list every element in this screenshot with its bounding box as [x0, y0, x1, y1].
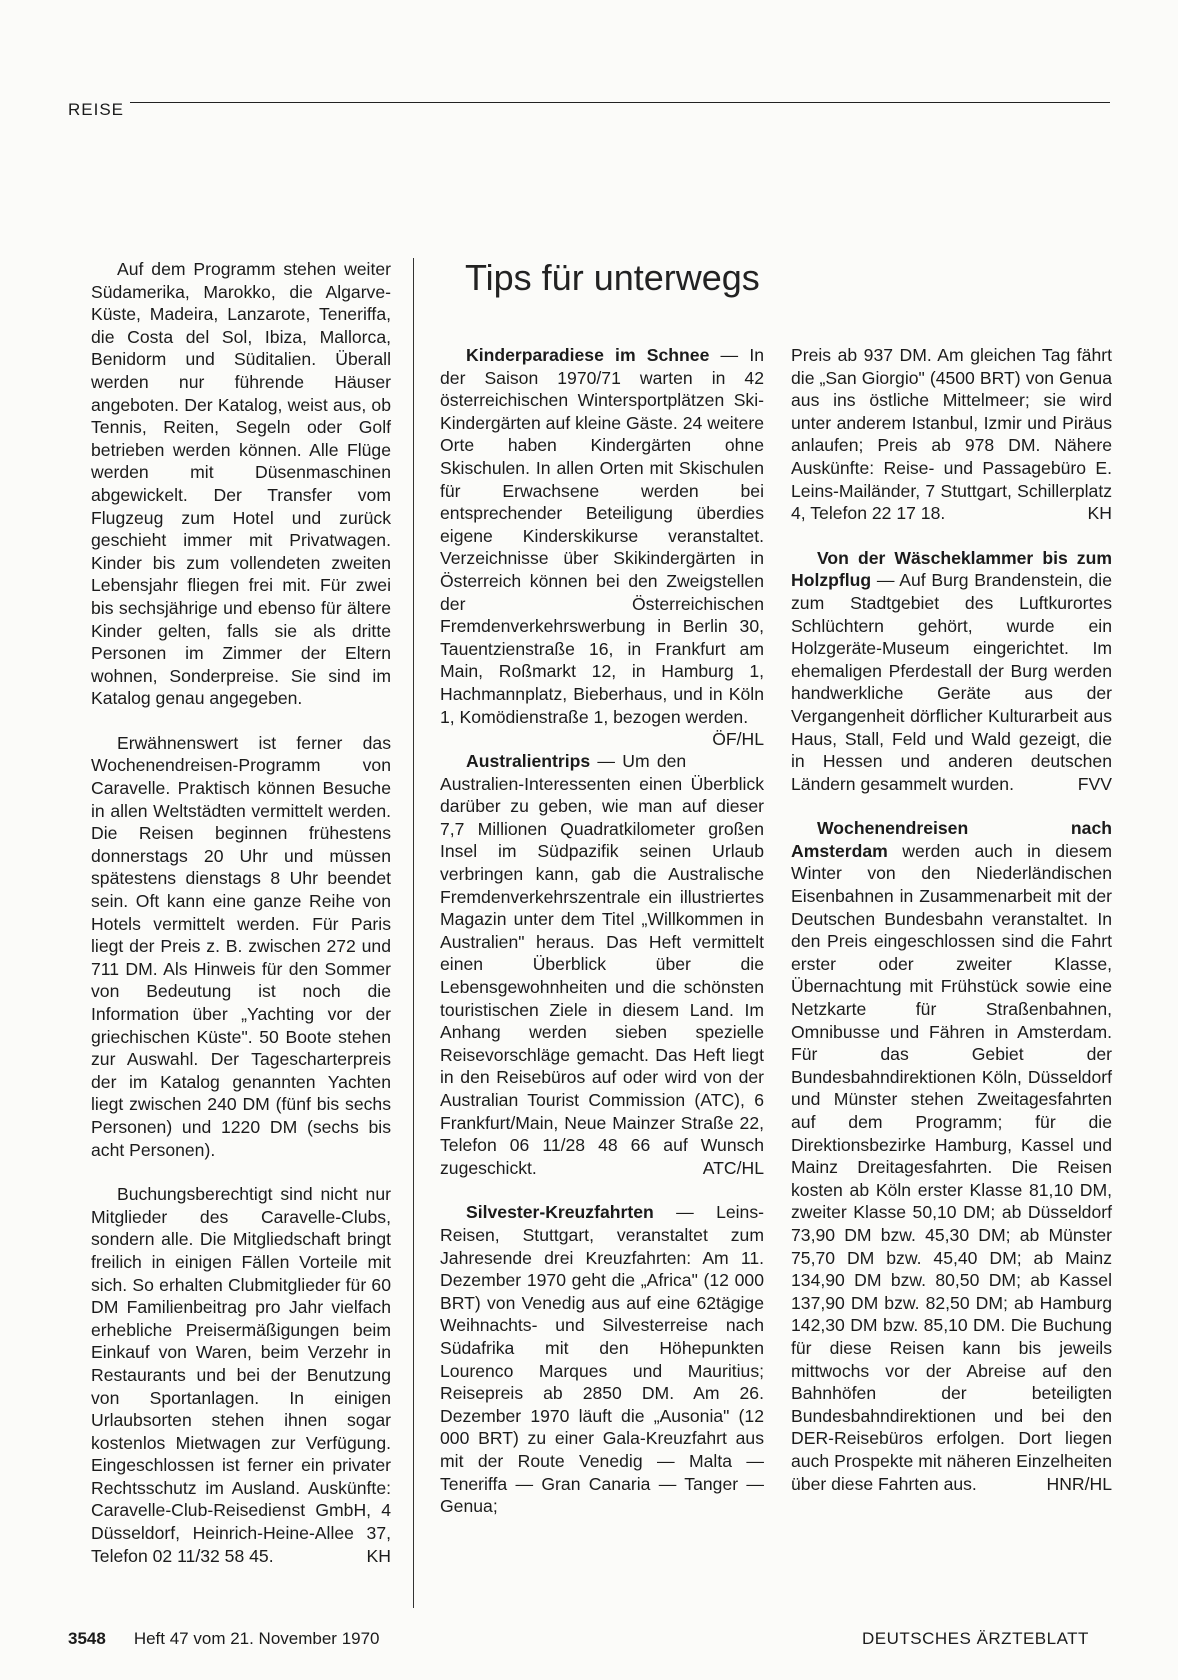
item-text: Leins-Reisen, Stuttgart, veranstaltet zum Jahresende drei Kreuzfahrten: Am 11. Dezember 1970 geht die „Africa" (12 000 BRT) von Venedig aus auf eine 62tägige Weihnachts- und Silvesterreise nach Südafrika mit den Höhepunkten Lourenco Marques und Mauritius; Reisepreis ab 2850 DM. Am 26. Dezember 1970 läuft die „Ausonia" (12 000 BRT) zu einer Gala-Kreuzfahrt aus mit der Route Venedig — Malta — Teneriffa — Gran Canaria — Tanger — Genua;: [440, 1202, 764, 1517]
journal-name: DEUTSCHES ÄRZTEBLATT: [862, 1629, 1089, 1648]
author-sign: KH: [366, 1545, 391, 1566]
author-sign: ÖF/HL: [712, 729, 764, 750]
column-2: [440, 344, 764, 1518]
item-heading: Australientrips: [466, 751, 591, 772]
author-sign: ATC/HL: [702, 1157, 764, 1178]
item-text: werden auch in diesem Winter von den Niederländischen Eisenbahnen in Zusammenarbeit mit der Deutschen Bundesbahn veranstaltet. In den Preis eingeschlossen sind die Fahrt erster oder zweiter Klasse, Übernachtung mit Frühstück sowie eine Netzkarte für Straßenbahnen, Omnibusse und Fähren in Amsterdam. Für das Gebiet der Bundesbahndirektionen Köln, Düsseldorf und Münster stehen Zweitagesfahrten auf dem Programm; für die Direktionsbezirke Hamburg, Kassel und Mainz Dreitagesfahrten. Die Reisen kosten ab Köln erster Klasse 81,10 DM, zweiter Klasse 50,10 DM; ab Düsseldorf 73,90 DM bzw. 45,30 DM; ab Münster 75,70 DM bzw. 45,40 DM; ab Mainz 134,90 DM bzw. 80,50 DM; ab Kassel 137,90 DM bzw. 82,50 DM; ab Hamburg 142,30 DM bzw. 85,10 DM. Die Buchung für diese Reisen kann bis jeweils mittwochs vor der Abreise auf den Bahnhöfen der beteiligten Bundesbahndirektionen und bei den DER-Reisebüros erfolgen. Dort liegen auch Prospekte mit näheren Einzelheiten über diese Fahrten aus.: [791, 840, 1112, 1494]
paragraph: Erwähnenswert ist ferner das Wochenendreisen-Programm von Caravelle. Praktisch können Besuche in allen Weltstädten vermittelt werden. Die Reisen beginnen frühestens donnerstags 20 Uhr und müssen spätestens dienstags 8 Uhr beendet sein. Oft kann eine ganze Reihe von Hotels vermittelt werden. Für Paris liegt der Preis z. B. zwischen 272 und 711 DM. Als Hinweis für den Sommer von Bedeutung ist noch die Information über „Yachting vor der griechischen Küste". 50 Boote stehen zur Auswahl. Der Tagescharterpreis der im Katalog genannten Yachten liegt zwischen 240 DM (fünf bis sechs Personen) und 1220 DM (sechs bis acht Personen).: [91, 732, 391, 1160]
news-item: Silvester-Kreuzfahrten — Leins-Reisen, Stuttgart, veranstaltet zum Jahresende drei Kreuzfahrten: Am 11. Dezember 1970 geht die „Africa" (12 000 BRT) von Venedig aus auf eine 62tägige Weihnachts- und Silvesterreise nach Südafrika mit den Höhepunkten Lourenco Marques und Mauritius; Reisepreis ab 2850 DM. Am 26. Dezember 1970 läuft die „Ausonia" (12 000 BRT) zu einer Gala-Kreuzfahrt aus mit der Route Venedig — Malta — Teneriffa — Gran Canaria — Tanger — Genua;: [440, 1202, 764, 1517]
column-3: [791, 344, 1112, 1495]
column-1: [91, 258, 391, 1567]
section-label: REISE: [68, 100, 125, 119]
item-heading: Silvester-Kreuzfahrten: [466, 1202, 654, 1223]
article-title: Tips für unterwegs: [465, 257, 760, 298]
author-sign: HNR/HL: [1046, 1473, 1112, 1494]
page-number: 3548: [68, 1629, 106, 1648]
issue-info: Heft 47 vom 21. November 1970: [133, 1629, 380, 1648]
news-item-continued: [791, 344, 1112, 525]
paragraph: Auf dem Programm stehen weiter Südamerika, Marokko, die Algarve-Küste, Madeira, Lanzarote, Teneriffa, die Costa del Sol, Ibiza, Mallorca, Benidorm und Süditalien. Überall werden nur führende Häuser angeboten. Der Katalog, weist aus, ob Tennis, Reiten, Segeln oder Golf betrieben werden können. Alle Flüge werden mit Düsenmaschinen abgewickelt. Der Transfer vom Flugzeug zum Hotel und zurück geschieht immer mit Privatwagen. Kinder bis zum vollendeten zweiten Lebensjahr fliegen frei mit. Für zwei bis sechsjährige und ebenso für ältere Kinder gelten, falls sie als dritte Personen im Zimmer der Eltern wohnen, Sonderpreise. Sie sind im Katalog genau angegeben.: [91, 259, 391, 709]
item-heading: Von der Wäscheklammer bis zum Holzpflug: [791, 547, 1112, 591]
paragraph-text: Buchungsberechtigt sind nicht nur Mitglieder des Caravelle-Clubs, sondern alle. Die Mitgliedschaft bringt freilich in einigen Fällen Vorteile mit sich. So erhalten Clubmitglieder für 60 DM Familienbeitrag pro Jahr vielfach erhebliche Preisermäßigungen beim Einkauf von Waren, beim Verzehr in Restaurants und bei der Benutzung von Sportanlagen. In einigen Urlaubsorten stehen ihnen sogar kostenlos Mietwagen zur Verfügung. Eingeschlossen ist ferner ein privater Rechtsschutz im Ausland. Auskünfte: Caravelle-Club-Reisedienst GmbH, 4 Düsseldorf, Heinrich-Heine-Allee 37, Telefon 02 11/32 58 45.: [91, 1184, 391, 1566]
item-heading: Kinderparadiese im Schnee: [466, 345, 710, 365]
column-rule: [413, 258, 414, 1608]
news-item: Kinderparadiese im Schnee — In der Saison 1970/71 warten in 42 österreichischen Wintersportplätzen Ski-Kindergärten auf kleine Gäste. 24 weitere Orte haben Kindergärten ohne Skischulen. In allen Orten mit Skischulen für Erwachsene werden bei entsprechender Beteiligung überdies eigene Kinderskikurse veranstaltet. Verzeichnisse über Skikindergärten in Österreich können bei den Zweigstellen der Österreichischen Fremdenverkehrswerbung in Berlin 30, Tauentzienstraße 16, in Frankfurt am Main, Roßmarkt 12, in Hamburg 1, Hachmannplatz, Bieberhaus, und in Köln 1, Komödienstraße 1, bezogen werden. ÖF/HL: [440, 345, 765, 750]
news-item: Von der Wäscheklammer bis zum Holzpflug — Auf Burg Brandenstein, die zum Stadtgebiet des Luftkurortes Schlüchtern gehört, wurde ein Holzgeräte-Museum eingerichtet. Im ehemaligen Pferdestall der Burg werden handwerkliche Geräte aus der Vergangenheit dörflicher Kulturarbeit aus Haus, Stall, Feld und Wald gezeigt, die in Hessen und anderen deutschen Ländern gesammelt wurden. FVV: [791, 547, 1112, 794]
news-item: Australientrips — Um den Australien-Interessenten einen Überblick darüber zu geben, wie man auf dieser 7,7 Millionen Quadratkilometer großen Insel im Südpazifik seinen Urlaub verbringen kann, gab die Australische Fremdenverkehrszentrale ein illustriertes Magazin unter dem Titel „Willkommen in Australien" heraus. Das Heft vermittelt einen Überblick über die Lebensgewohnheiten und die schönsten touristischen Ziele in diesem Land. Im Anhang werden sieben spezielle Reisevorschläge gemacht. Das Heft liegt in den Reisebüros auf oder wird von der Australian Tourist Commission (ATC), 6 Frankfurt/Main, Neue Mainzer Straße 22, Telefon 06 11/28 48 66 auf Wunsch zugeschickt. ATC/HL: [440, 751, 764, 1178]
item-text: Auf Burg Brandenstein, die zum Stadtgebiet des Luftkurortes Schlüchtern gehört, wurde ein Holzgeräte-Museum eingerichtet. Im ehemaligen Pferdestall der Burg werden handwerkliche Geräte aus der Vergangenheit dörflicher Kulturarbeit aus Haus, Stall, Feld und Wald gezeigt, die in Hessen und anderen deutschen Ländern gesammelt wurden.: [791, 570, 1112, 794]
paragraph: [91, 1183, 391, 1567]
item-text: Um den Australien-Interessenten einen Überblick darüber zu geben, wie man auf dieser 7,7 Millionen Quadratkilometer großen Insel im Südpazifik seinen Urlaub verbringen kann, gab die Australische Fremdenverkehrszentrale ein illustriertes Magazin unter dem Titel „Willkommen in Australien" heraus. Das Heft vermittelt einen Überblick über die Lebensgewohnheiten und die schönsten touristischen Ziele in diesem Land. Im Anhang werden sieben spezielle Reisevorschläge gemacht. Das Heft liegt in den Reisebüros auf oder wird von der Australian Tourist Commission (ATC), 6 Frankfurt/Main, Neue Mainzer Straße 22, Telefon 06 11/28 48 66 auf Wunsch zugeschickt.: [440, 751, 764, 1178]
item-heading: Wochenendreisen nach Amsterdam: [791, 818, 1112, 861]
news-item: [791, 817, 1112, 1495]
footer-left: [68, 1629, 380, 1649]
author-sign: KH: [1087, 503, 1112, 524]
author-sign: FVV: [1077, 773, 1112, 794]
item-text: Preis ab 937 DM. Am gleichen Tag fährt die „San Giorgio" (4500 BRT) von Genua aus ins östliche Mittelmeer; sie wird unter anderem Istanbul, Izmir und Piräus anlaufen; Preis ab 978 DM. Nähere Auskünfte: Reise- und Passagebüro E. Leins-Mailänder, 7 Stuttgart, Schillerplatz 4, Telefon 22 17 18.: [791, 345, 1112, 524]
header-rule: [130, 102, 1110, 103]
item-text: In der Saison 1970/71 warten in 42 österreichischen Wintersportplätzen Ski-Kindergärten auf kleine Gäste. 24 weitere Orte haben Kindergärten ohne Skischulen. In allen Orten mit Skischulen für Erwachsene werden bei entsprechender Beteiligung überdies eigene Kinderskikurse veranstaltet. Verzeichnisse über Skikindergärten in Österreich können bei den Zweigstellen der Österreichischen Fremdenverkehrswerbung in Berlin 30, Tauentzienstraße 16, in Frankfurt am Main, Roßmarkt 12, in Hamburg 1, Hachmannplatz, Bieberhaus, und in Köln 1, Komödienstraße 1, bezogen werden.: [440, 345, 765, 727]
